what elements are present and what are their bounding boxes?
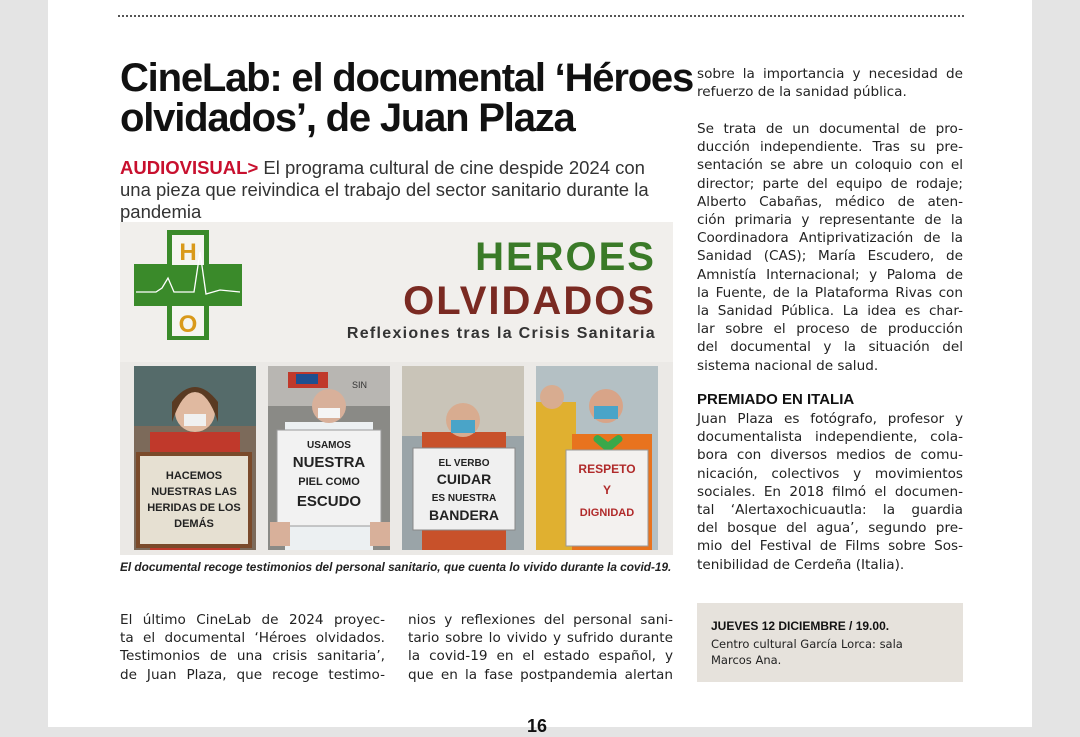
body-line: que en la fase postpandemia alertan — [408, 666, 673, 683]
body-line: tenibilidad de Cerdeña (Italia). — [697, 556, 905, 573]
protest-photo-2 — [268, 366, 390, 550]
body-line: sistema nacional de salud. — [697, 357, 879, 374]
cross-letter-o: O — [178, 311, 198, 338]
article-title — [120, 56, 694, 140]
sign-2-line: ESCUDO — [296, 493, 362, 510]
sign-3-line: ES NUESTRA — [431, 493, 497, 504]
sign-2-line: NUESTRA — [292, 454, 366, 471]
body-column-middle — [408, 611, 673, 684]
protest-photo-4 — [536, 366, 658, 550]
body-line: bora con diversos medios de comu- — [697, 447, 963, 464]
body-line: Juan Plaza es fotógrafo, profesor y — [697, 411, 963, 427]
body-line: ta el documental ‘Héroes olvidados. — [120, 630, 385, 647]
subtitle-text: El programa cultural de cine despide 2024 con una pieza que reivindica el trabajo del sector sanitario durante la pandemia — [120, 157, 649, 222]
title-line: olvidados’, de Juan Plaza — [120, 96, 575, 140]
body-line: Testimonios de una crisis sanitaria’, — [120, 648, 385, 665]
body-line: Alberto Cabañas, médico de aten- — [697, 193, 963, 210]
body-line: Amnistía Internacional; y Paloma de — [697, 266, 963, 283]
body-line: mio del Festival de Films sobre Sos- — [697, 538, 963, 555]
poster-tagline: Reflexiones tras la Crisis Sanitaria — [346, 325, 656, 342]
event-place — [711, 636, 931, 668]
body-line: Se trata de un documental de pro- — [697, 121, 963, 137]
body-line: la covid-19 en el estado español, y — [408, 648, 673, 665]
body-column-right-p2 — [697, 120, 963, 375]
section-tag: AUDIOVISUAL — [120, 157, 248, 178]
body-line: El último CineLab de 2024 proyec- — [120, 612, 385, 628]
body-column-right-p1 — [697, 65, 963, 101]
sign-1-line: DEMÁS — [174, 518, 214, 530]
body-line: la Fuente, de la Plataforma Rivas con — [697, 284, 963, 301]
section-arrow-icon: > — [247, 157, 259, 178]
body-line: sentación se abre un coloquio con el — [697, 157, 963, 174]
event-info-box — [697, 603, 963, 682]
event-place-line: Marcos Ana. — [711, 653, 782, 667]
sign-2-line: USAMOS — [307, 440, 351, 451]
photo-caption: El documental recoge testimonios del personal sanitario, que cuenta lo vivido durante la covid-19. — [120, 560, 672, 574]
body-line: del documental y la situación del — [697, 339, 963, 356]
title-line: CineLab: el documental ‘Héroes — [120, 56, 694, 100]
protest-photo-3 — [402, 366, 524, 550]
body-line: nicación, colectivos y movimientos — [697, 465, 963, 482]
body-line: lar sobre el proceso de producción — [697, 321, 963, 338]
body-line: sociales. En 2018 filmó el documen- — [697, 483, 963, 500]
top-dotted-rule — [118, 15, 964, 17]
article-subtitle — [120, 157, 680, 223]
body-line: refuerzo de la sanidad pública. — [697, 84, 907, 101]
body-line: Sanidad (CAS); María Escudero, de — [697, 248, 963, 265]
banner-fragment: SIN — [352, 380, 368, 390]
event-place-line: Centro cultural García Lorca: sala — [711, 637, 903, 651]
body-line: tario sobre lo vivido y sufrido durante — [408, 630, 673, 647]
sign-4-line: RESPETO — [578, 462, 636, 476]
body-column-left — [120, 611, 385, 684]
sign-3-line: BANDERA — [429, 507, 499, 523]
body-line: director; parte del equipo de rodaje; — [697, 175, 963, 192]
section-heading-premiado: PREMIADO EN ITALIA — [697, 391, 855, 408]
event-date: JUEVES 12 DICIEMBRE / 19.00. — [711, 619, 890, 633]
sign-4-line: DIGNIDAD — [579, 507, 635, 519]
body-line: tal ‘Alertaxochicuautla: la guardia — [697, 502, 963, 519]
body-line: la Sanidad Pública. La idea es char- — [697, 303, 963, 320]
page-number: 16 — [527, 716, 548, 736]
sign-4-line: Y — [602, 483, 612, 497]
body-line: nios y reflexiones del personal sani- — [408, 612, 673, 628]
cross-letter-h: H — [179, 239, 197, 266]
sign-1-line: NUESTRAS LAS — [151, 486, 237, 498]
body-column-right-p3 — [697, 410, 963, 574]
sign-3-line: CUIDAR — [436, 471, 492, 487]
body-line: Coordinadora Antiprivatización de la — [697, 230, 963, 247]
body-line: del bosque del agua’, segundo pre- — [697, 520, 963, 537]
documentary-poster-photo — [120, 222, 673, 555]
poster-title-line2: OLVIDADOS — [403, 279, 656, 323]
sign-1-line: HERIDAS DE LOS — [147, 502, 241, 514]
poster-title-line1: HEROES — [475, 235, 656, 279]
sign-1-line: HACEMOS — [165, 470, 223, 482]
body-line: ducción independiente. Tras su pre- — [697, 139, 963, 156]
body-line: ción primaria y representante de la — [697, 212, 963, 229]
body-line: de Juan Plaza, que recoge testimo- — [120, 666, 385, 683]
body-line: sobre la importancia y necesidad de — [697, 66, 963, 82]
body-line: documentalista independiente, cola- — [697, 429, 963, 446]
protest-photo-1 — [134, 366, 256, 550]
sign-3-line: EL VERBO — [438, 458, 490, 469]
sign-2-line: PIEL COMO — [298, 476, 360, 488]
